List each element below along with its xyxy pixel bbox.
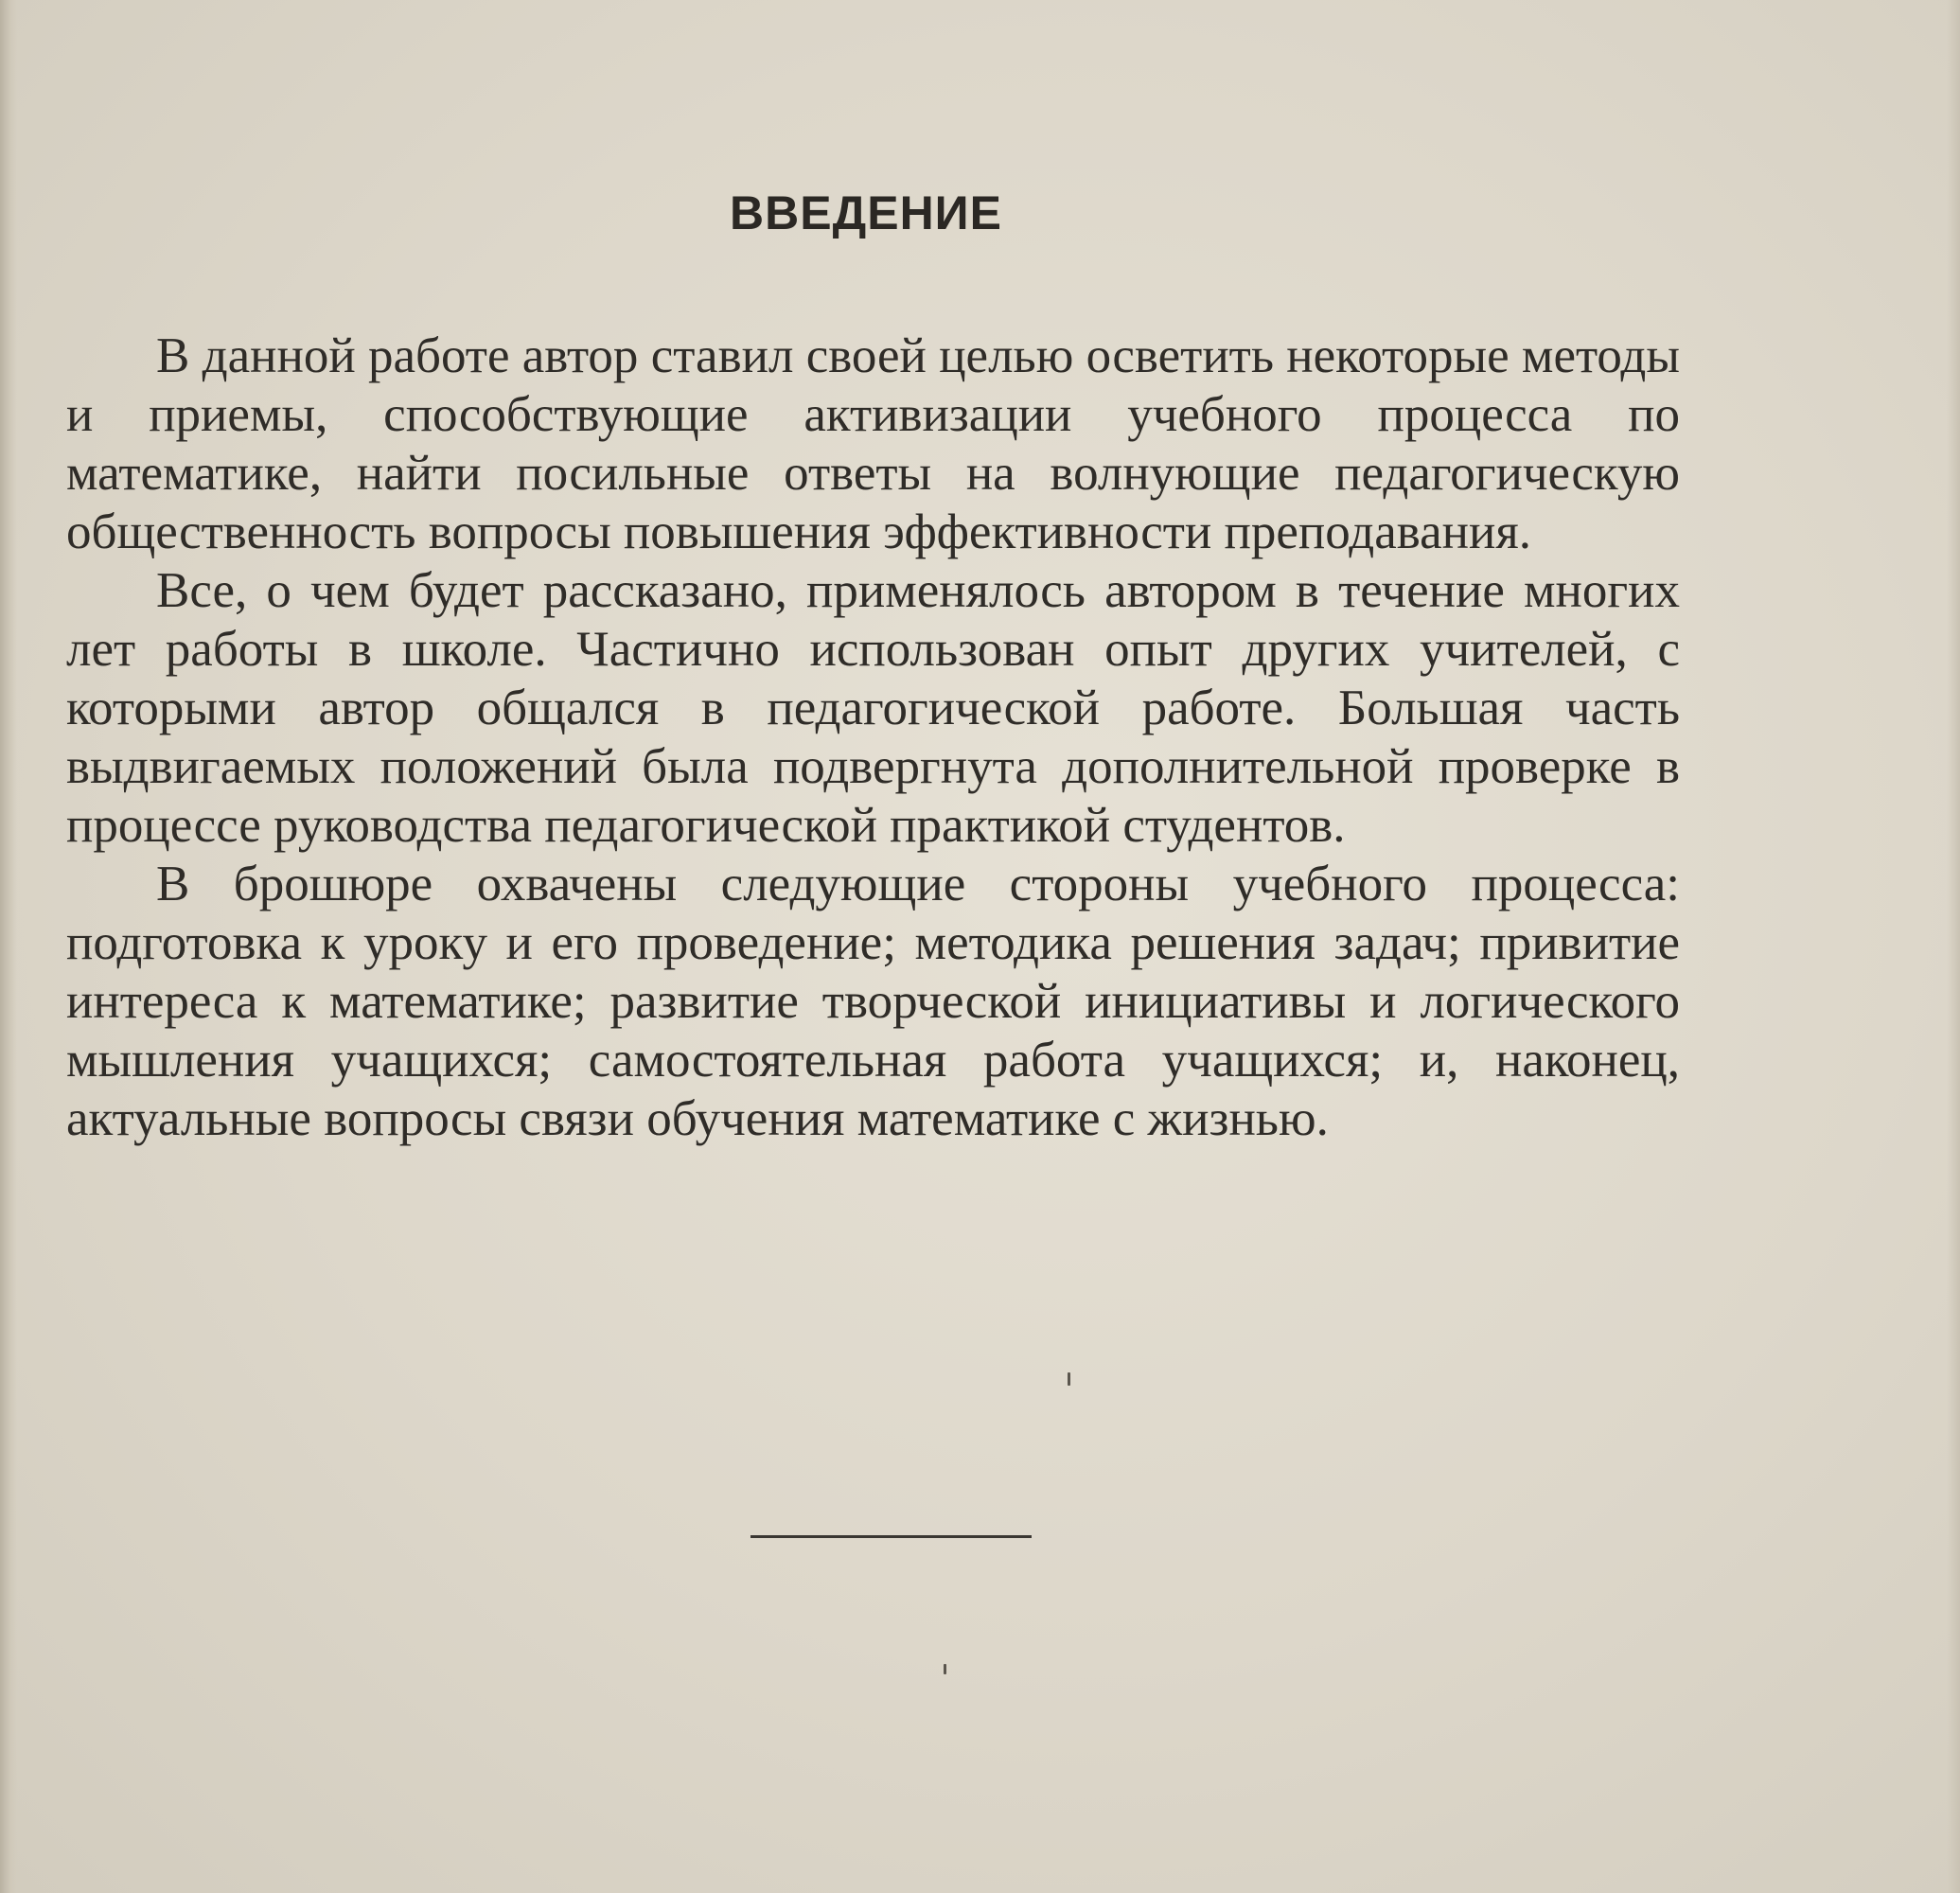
paragraph-2: Все, о чем будет рассказано, применялось автором в течение многих лет работы в школе. Частично использован опыт других учителей, с которыми автор общался в педагогической работе. Большая часть выдвигаемых положений была подвергнута дополнительной проверке в процессе руководства педагогической практикой студентов. [66,563,1680,853]
page-heading: ВВЕДЕНИЕ [730,186,1002,239]
paper-speck [944,1664,946,1674]
paper-speck [1068,1372,1070,1386]
paragraph-1: В данной работе автор ставил своей целью осветить некоторые методы и приемы, способствующие активизации учебного процесса по математике, найти посильные ответы на волнующие педагогическую общественность вопросы повышения эффективности преподавания. [66,328,1680,559]
page-edge-left [0,0,17,1893]
page-edge-right [1947,0,1960,1893]
section-divider [750,1535,1032,1538]
introduction-text [66,327,1680,1148]
paragraph-3: В брошюре охвачены следующие стороны учебного процесса: подготовка к уроку и его проведение; методика решения задач; привитие интереса к математике; развитие творческой инициативы и логического мышления учащихся; самостоятельная работа учащихся; и, наконец, актуальные вопросы связи обучения математике с жизнью. [66,857,1680,1146]
